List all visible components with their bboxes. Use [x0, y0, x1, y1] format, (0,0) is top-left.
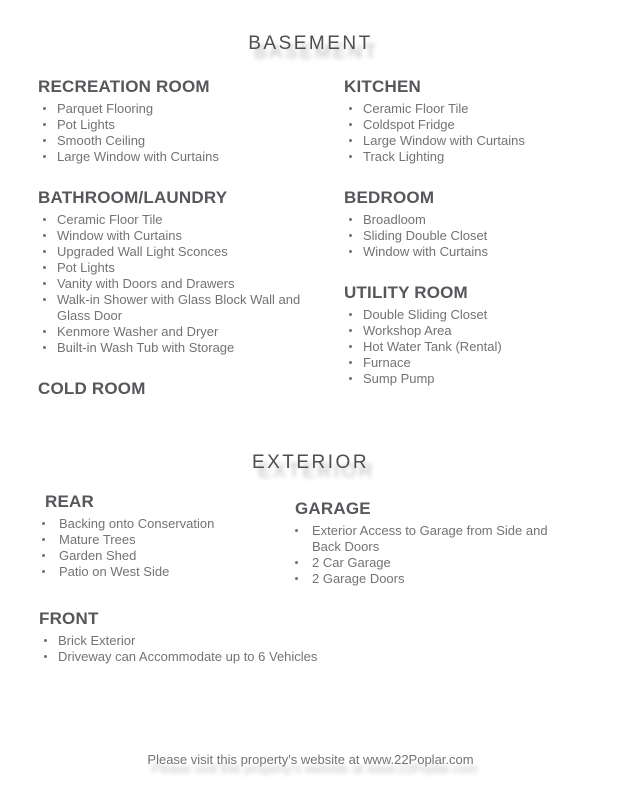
list-item [38, 228, 326, 244]
bullet-icon [43, 330, 46, 333]
list-item-text: Large Window with Curtains [57, 149, 219, 164]
feature-list [344, 212, 621, 260]
footer-note: Please visit this property's website at www.22Poplar.com [147, 752, 474, 767]
section-heading: COLD ROOM [38, 379, 146, 398]
section-bathroom-laundry [38, 189, 326, 356]
list-item-text: Mature Trees [59, 532, 136, 547]
basement-columns [0, 78, 621, 403]
section-front [0, 610, 621, 665]
section-heading: BEDROOM [344, 188, 435, 207]
bullet-icon [349, 250, 352, 253]
list-item-text: Vanity with Doors and Drawers [57, 276, 235, 291]
list-item [344, 355, 621, 371]
feature-list [38, 101, 326, 165]
bullet-icon [44, 655, 47, 658]
list-item [39, 633, 621, 649]
list-item-text: Kenmore Washer and Dryer [57, 324, 219, 339]
list-item [344, 244, 621, 260]
section-utility-room [344, 284, 621, 387]
bullet-icon [43, 139, 46, 142]
list-item-text: Track Lighting [363, 149, 445, 164]
list-item [42, 548, 295, 564]
bullet-icon [349, 234, 352, 237]
bullet-icon [43, 155, 46, 158]
list-item-text: Parquet Flooring [57, 101, 154, 116]
bullet-icon [295, 577, 298, 580]
basement-title: BASEMENT [248, 33, 373, 54]
bullet-icon [43, 107, 46, 110]
exterior-title: EXTERIOR [251, 452, 370, 473]
feature-list [344, 101, 621, 165]
list-item-text: Window with Curtains [363, 244, 488, 259]
bullet-icon [42, 554, 45, 557]
list-item-text: Walk-in Shower with Glass Block Wall and Glass Door [57, 292, 301, 323]
bullet-icon [43, 234, 46, 237]
exterior-left-column [0, 493, 295, 580]
list-item-text: Backing onto Conservation [59, 516, 215, 531]
list-item [42, 516, 295, 532]
feature-list [38, 212, 326, 356]
section-heading: REAR [45, 492, 94, 511]
list-item [344, 133, 621, 149]
list-item-text: Sump Pump [363, 371, 435, 386]
list-item-text: Built-in Wash Tub with Storage [57, 340, 235, 355]
list-item-text: Large Window with Curtains [363, 133, 525, 148]
bullet-icon [349, 123, 352, 126]
bullet-icon [349, 155, 352, 158]
list-item-text: Workshop Area [363, 323, 452, 338]
list-item [344, 212, 621, 228]
list-item [344, 307, 621, 323]
list-item [295, 571, 576, 587]
bullet-icon [349, 377, 352, 380]
list-item [42, 532, 295, 548]
list-item-text: Ceramic Floor Tile [363, 101, 469, 116]
basement-left-column [0, 78, 326, 403]
feature-list [42, 516, 295, 580]
exterior-right-column [295, 493, 621, 587]
section-garage [295, 500, 576, 587]
list-item [344, 339, 621, 355]
list-item-text: Broadloom [363, 212, 426, 227]
list-item [38, 117, 326, 133]
list-item-text: Pot Lights [57, 260, 115, 275]
list-item-text: Garden Shed [59, 548, 137, 563]
section-recreation-room [38, 78, 326, 165]
bullet-icon [43, 298, 46, 301]
bullet-icon [44, 639, 47, 642]
list-item-text: Smooth Ceiling [57, 133, 146, 148]
list-item-text: Sliding Double Closet [363, 228, 488, 243]
list-item [38, 292, 326, 324]
list-item [38, 276, 326, 292]
bullet-icon [42, 570, 45, 573]
section-heading: RECREATION ROOM [38, 77, 210, 96]
bullet-icon [295, 561, 298, 564]
bullet-icon [42, 538, 45, 541]
list-item [344, 228, 621, 244]
list-item [344, 371, 621, 387]
bullet-icon [43, 346, 46, 349]
basement-right-column [326, 78, 621, 387]
list-item-text: Ceramic Floor Tile [57, 212, 163, 227]
bullet-icon [349, 107, 352, 110]
bullet-icon [43, 250, 46, 253]
bullet-icon [43, 266, 46, 269]
bullet-icon [349, 329, 352, 332]
bullet-icon [295, 529, 298, 532]
list-item-text: Driveway can Accommodate up to 6 Vehicles [58, 649, 318, 664]
feature-list [344, 307, 621, 387]
list-item [38, 260, 326, 276]
list-item-text: 2 Garage Doors [312, 571, 405, 586]
section-heading: BATHROOM/LAUNDRY [38, 188, 228, 207]
section-heading: UTILITY ROOM [344, 283, 468, 302]
exterior-columns [0, 493, 621, 587]
list-item-text: Brick Exterior [58, 633, 136, 648]
list-item [344, 117, 621, 133]
section-bedroom [344, 189, 621, 260]
list-item [38, 244, 326, 260]
section-kitchen [344, 78, 621, 165]
list-item-text: Patio on West Side [59, 564, 170, 579]
list-item [38, 212, 326, 228]
list-item [38, 340, 326, 356]
list-item-text: Furnace [363, 355, 411, 370]
list-item-text: Hot Water Tank (Rental) [363, 339, 502, 354]
list-item-text: Pot Lights [57, 117, 115, 132]
list-item-text: Upgraded Wall Light Sconces [57, 244, 228, 259]
section-heading: GARAGE [295, 499, 371, 518]
list-item-text: Exterior Access to Garage from Side and Back Doors [312, 523, 548, 554]
list-item-text: 2 Car Garage [312, 555, 391, 570]
list-item-text: Coldspot Fridge [363, 117, 455, 132]
list-item [344, 101, 621, 117]
bullet-icon [43, 123, 46, 126]
list-item-text: Double Sliding Closet [363, 307, 488, 322]
bullet-icon [43, 218, 46, 221]
list-item [38, 149, 326, 165]
section-heading: KITCHEN [344, 77, 421, 96]
bullet-icon [42, 522, 45, 525]
list-item [344, 149, 621, 165]
bullet-icon [349, 218, 352, 221]
feature-list [39, 633, 621, 665]
list-item [344, 323, 621, 339]
list-item [295, 555, 576, 571]
section-heading: FRONT [39, 609, 99, 628]
list-item [42, 564, 295, 580]
section-cold-room [38, 380, 326, 398]
bullet-icon [349, 139, 352, 142]
bullet-icon [349, 313, 352, 316]
section-rear [42, 493, 295, 580]
list-item [38, 101, 326, 117]
feature-list [295, 523, 576, 587]
list-item [38, 133, 326, 149]
list-item [39, 649, 621, 665]
bullet-icon [43, 282, 46, 285]
bullet-icon [349, 345, 352, 348]
list-item [38, 324, 326, 340]
list-item-text: Window with Curtains [57, 228, 182, 243]
list-item [295, 523, 576, 555]
bullet-icon [349, 361, 352, 364]
